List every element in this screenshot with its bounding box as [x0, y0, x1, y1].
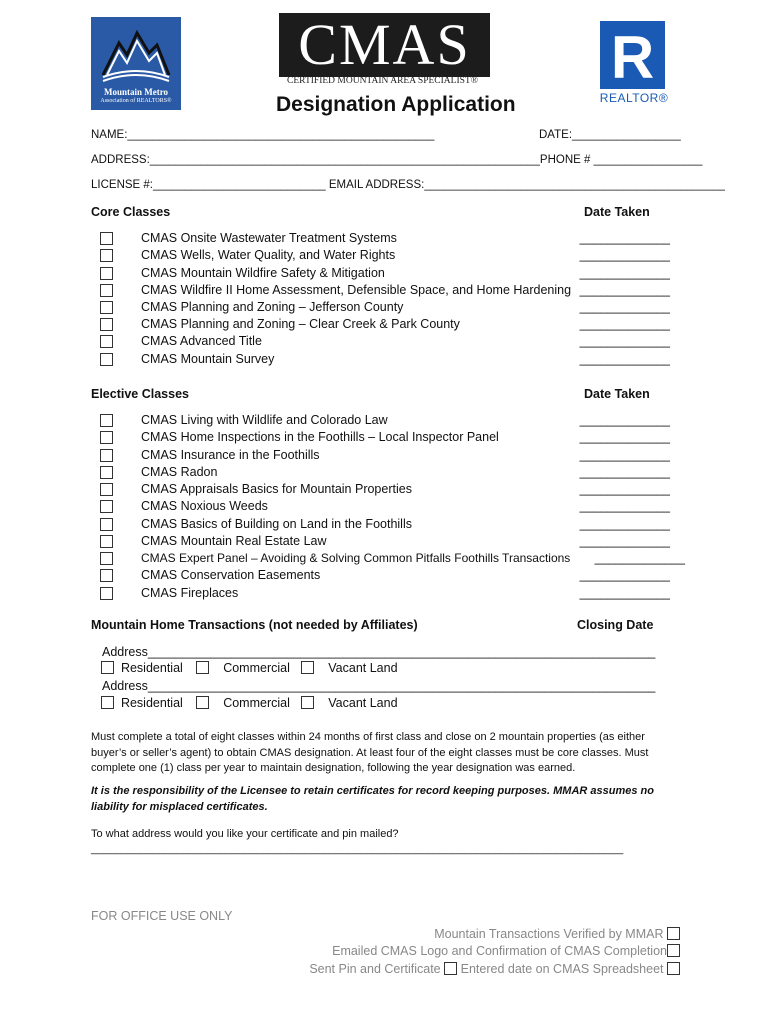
- checkbox[interactable]: [100, 535, 113, 548]
- elective-class-item: CMAS Living with Wildlife and Colorado Law _____________: [100, 413, 680, 430]
- core-class-item: CMAS Mountain Wildfire Safety & Mitigation _____________: [100, 266, 680, 283]
- cmas-logo: [279, 13, 490, 77]
- checkbox[interactable]: [100, 335, 113, 348]
- checkbox[interactable]: [100, 353, 113, 366]
- elective-class-item: CMAS Appraisals Basics for Mountain Properties _____________: [100, 482, 680, 499]
- verified-label: Mountain Transactions Verified by MMAR: [434, 927, 664, 941]
- property-type-row-2: [101, 696, 398, 710]
- checkbox[interactable]: [100, 500, 113, 513]
- office-pin-row: [309, 962, 680, 976]
- realtor-r-icon: R: [610, 24, 655, 91]
- checkbox[interactable]: [100, 569, 113, 582]
- residential-checkbox[interactable]: [101, 696, 114, 709]
- transactions-heading: Mountain Home Transactions (not needed by Affiliates): [91, 618, 418, 632]
- requirements-text: Must complete a total of eight classes within 24 months of first class and close on 2 mountain properties (as either buyer’s or seller’s agent) to obtain CMAS designation. At least four of the eight classes must be core classes. Must complete one (1) class per year to maintain designation, following the year designation was earned.: [91, 731, 649, 774]
- checkbox[interactable]: [100, 267, 113, 280]
- license-email-field[interactable]: LICENSE #:___________________________ EMAIL ADDRESS:_______________________________________________: [91, 179, 725, 191]
- emailed-label: Emailed CMAS Logo and Confirmation of CMAS Completion: [332, 944, 667, 958]
- core-class-item: CMAS Mountain Survey _____________: [100, 352, 680, 369]
- mountain-icon: [99, 25, 173, 85]
- name-field[interactable]: NAME:________________________________________________: [91, 129, 435, 141]
- core-class-item: CMAS Wells, Water Quality, and Water Rights _____________: [100, 248, 680, 265]
- commercial-label: Commercial: [223, 696, 290, 710]
- elective-class-item: CMAS Expert Panel – Avoiding & Solving Common Pitfalls Foothills Transactions _____________: [100, 551, 685, 568]
- elective-class-item: CMAS Fireplaces _____________: [100, 586, 680, 603]
- checkbox[interactable]: [100, 449, 113, 462]
- elective-class-item: CMAS Basics of Building on Land in the Foothills _____________: [100, 517, 680, 534]
- checkbox[interactable]: [100, 232, 113, 245]
- cmas-logo-text: CMAS: [298, 12, 471, 77]
- mailing-question: To what address would you like your certificate and pin mailed?: [91, 828, 399, 840]
- mmar-logo-line1: Mountain Metro: [103, 87, 169, 97]
- core-class-item: CMAS Wildfire II Home Assessment, Defensible Space, and Home Hardening _____________: [100, 283, 680, 300]
- checkbox[interactable]: [100, 587, 113, 600]
- realtor-logo: [600, 21, 665, 89]
- commercial-label: Commercial: [223, 661, 290, 675]
- elective-date-heading: Date Taken: [584, 387, 650, 401]
- entered-date-label: Entered date on CMAS Spreadsheet: [460, 962, 664, 976]
- realtor-logo-text: REALTOR®: [599, 91, 669, 105]
- core-class-item: CMAS Advanced Title _____________: [100, 334, 680, 351]
- elective-class-item: CMAS Insurance in the Foothills _____________: [100, 448, 680, 465]
- office-verified-row: [434, 927, 680, 941]
- checkbox[interactable]: [100, 518, 113, 531]
- entered-date-checkbox[interactable]: [667, 962, 680, 975]
- elective-classes-heading: Elective Classes: [91, 387, 189, 401]
- address-label: Address: [102, 645, 148, 659]
- checkbox[interactable]: [100, 431, 113, 444]
- property-type-row-1: [101, 661, 398, 675]
- closing-date-heading: Closing Date: [577, 618, 654, 632]
- checkbox[interactable]: [100, 466, 113, 479]
- core-classes-heading: Core Classes: [91, 205, 171, 219]
- core-class-item: CMAS Onsite Wastewater Treatment Systems _____________: [100, 231, 680, 248]
- office-use-heading: FOR OFFICE USE ONLY: [91, 909, 233, 923]
- cmas-subtitle: CERTIFIED MOUNTAIN AREA SPECIALIST®: [287, 76, 478, 86]
- commercial-checkbox[interactable]: [196, 661, 209, 674]
- residential-label: Residential: [120, 661, 183, 675]
- vacant-land-label: Vacant Land: [328, 661, 398, 675]
- address-blank[interactable]: _________________________________________________________________________: [147, 645, 656, 659]
- elective-class-item: CMAS Mountain Real Estate Law _____________: [100, 534, 680, 551]
- sent-pin-checkbox[interactable]: [444, 962, 457, 975]
- vacant-land-checkbox[interactable]: [301, 661, 314, 674]
- residential-label: Residential: [120, 696, 183, 710]
- checkbox[interactable]: [100, 414, 113, 427]
- elective-class-item: CMAS Noxious Weeds _____________: [100, 499, 680, 516]
- mmar-logo: [91, 17, 181, 110]
- responsibility-text: It is the responsibility of the Licensee to retain certificates for record keeping purposes. MMAR assumes no liability for misplaced certificates.: [91, 785, 654, 813]
- transaction-address-1: [102, 645, 655, 659]
- checkbox[interactable]: [100, 301, 113, 314]
- mailing-address-field[interactable]: _______________________________________________________________________________________: [91, 843, 624, 855]
- elective-class-item: CMAS Home Inspections in the Foothills – Local Inspector Panel _____________: [100, 430, 680, 447]
- checkbox[interactable]: [100, 284, 113, 297]
- address-phone-field[interactable]: ADDRESS:_____________________________________________________________PHONE # _________________: [91, 154, 703, 166]
- sent-pin-label: Sent Pin and Certificate: [309, 962, 441, 976]
- checkbox[interactable]: [100, 249, 113, 262]
- transaction-address-2: [102, 679, 655, 693]
- checkbox[interactable]: [100, 318, 113, 331]
- residential-checkbox[interactable]: [101, 661, 114, 674]
- checkbox[interactable]: [100, 483, 113, 496]
- mmar-logo-line2: Association of REALTORS®: [100, 98, 172, 104]
- core-class-item: CMAS Planning and Zoning – Clear Creek & Park County _____________: [100, 317, 680, 334]
- vacant-land-checkbox[interactable]: [301, 696, 314, 709]
- emailed-checkbox[interactable]: [667, 944, 680, 957]
- core-class-item: CMAS Planning and Zoning – Jefferson County _____________: [100, 300, 680, 317]
- address-blank[interactable]: _________________________________________________________________________: [147, 679, 656, 693]
- page-title: Designation Application: [276, 93, 516, 116]
- date-field[interactable]: DATE:_________________: [539, 129, 681, 141]
- address-label: Address: [102, 679, 148, 693]
- checkbox[interactable]: [100, 552, 113, 565]
- core-date-heading: Date Taken: [584, 205, 650, 219]
- office-emailed-row: [332, 944, 680, 958]
- elective-class-item: CMAS Conservation Easements _____________: [100, 568, 680, 585]
- elective-class-item: CMAS Radon _____________: [100, 465, 680, 482]
- commercial-checkbox[interactable]: [196, 696, 209, 709]
- vacant-land-label: Vacant Land: [328, 696, 398, 710]
- verified-checkbox[interactable]: [667, 927, 680, 940]
